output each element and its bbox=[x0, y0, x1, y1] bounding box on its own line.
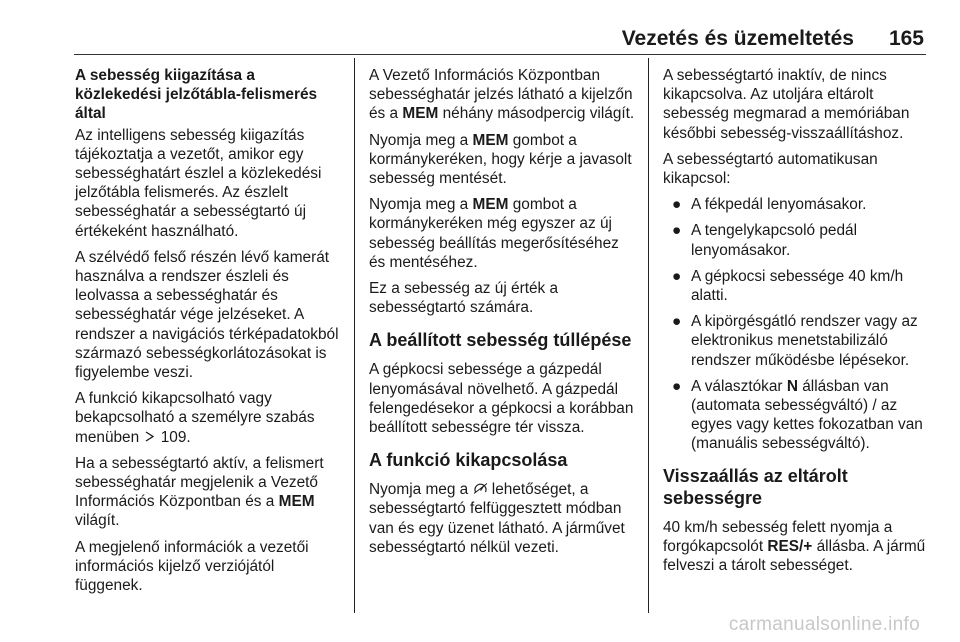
list-item-text: A fékpedál lenyomásakor. bbox=[691, 196, 867, 214]
paragraph-text: lehetőséget, a sebességtartó felfüggesztett módban van és egy üzenet látható. A járművet sebességtartó nélkül vezeti. bbox=[369, 481, 625, 556]
list-item-text: A választókar bbox=[691, 377, 787, 395]
res-plus-label: RES/+ bbox=[767, 537, 813, 555]
page-number: 165 bbox=[888, 27, 924, 50]
bullet-icon: ● bbox=[672, 313, 682, 331]
paragraph bbox=[369, 480, 639, 557]
column-divider-1 bbox=[354, 58, 355, 613]
bullet-icon: ● bbox=[672, 267, 682, 285]
list-item bbox=[663, 312, 935, 370]
paragraph-text: A funkció kikapcsolható vagy bekapcsolható a személyre szabás menüben bbox=[75, 390, 315, 446]
watermark: carmanualsonline.info bbox=[728, 614, 920, 635]
column-1 bbox=[75, 66, 345, 602]
paragraph: Az intelligens sebesség kiigazítás tájékoztatja a vezetőt, amikor egy sebességhatárt észlel a közlekedési jelzőtábla felismerés. Az észlelt sebességhatár a sebességtartó új értékeként használható. bbox=[75, 126, 322, 240]
bullet-icon: ● bbox=[672, 377, 682, 395]
mem-label: MEM bbox=[278, 493, 315, 511]
paragraph-text: gombot a kormánykeréken még egyszer az új sebesség beállítás megerősítéséhez és mentéséhez. bbox=[369, 196, 619, 271]
page-reference-link[interactable]: 109. bbox=[160, 428, 191, 446]
column-2 bbox=[369, 66, 639, 564]
paragraph-text: A Vezető Információs Központban sebességhatár jelzés látható a kijelzőn és a bbox=[369, 67, 633, 123]
paragraph bbox=[75, 454, 345, 531]
bullet-icon: ● bbox=[672, 222, 682, 240]
paragraph-text: Nyomja meg a bbox=[369, 481, 473, 499]
mem-label: MEM bbox=[472, 131, 509, 149]
paragraph-text: világít. bbox=[75, 512, 120, 530]
heading-resume-speed: Visszaállás az eltárolt sebességre bbox=[663, 465, 848, 508]
cruise-control-icon bbox=[473, 481, 488, 498]
list-item bbox=[663, 195, 935, 214]
column-divider-2 bbox=[648, 58, 649, 613]
paragraph: A sebességtartó inaktív, de nincs kikapcsolva. Az utoljára eltárolt sebesség megmarad a memóriában későbbi sebesség-visszaállításhoz. bbox=[663, 67, 910, 142]
heading-speed-exceeded: A beállított sebesség túllépése bbox=[369, 330, 632, 351]
deactivation-conditions-list bbox=[663, 195, 935, 453]
paragraph bbox=[369, 195, 639, 272]
column-3 bbox=[663, 66, 935, 582]
paragraph: Ez a sebesség az új érték a sebességtartó számára. bbox=[369, 280, 559, 317]
bullet-icon: ● bbox=[672, 196, 682, 214]
list-item bbox=[663, 221, 935, 259]
list-item-text: A kipörgésgátló rendszer vagy az elektronikus menetstabilizáló rendszer működésbe lépésekor. bbox=[691, 313, 918, 369]
paragraph: A megjelenő információk a vezetői információs kijelző verziójától függenek. bbox=[75, 538, 309, 595]
paragraph bbox=[75, 389, 345, 447]
paragraph: A szélvédő felső részén lévő kamerát használva a rendszer észleli és leolvassa a sebességhatár és sebességhatár vége jelzéseket. A rendszer a navigációs térképadatokból származó sebességkorlátozásokat is figyelembe veszi. bbox=[75, 248, 339, 382]
heading-deactivation: A funkció kikapcsolása bbox=[369, 450, 568, 471]
section-title: Vezetés és üzemeltetés bbox=[621, 27, 854, 50]
paragraph-text: 40 km/h sebesség felett nyomja a forgókapcsolót bbox=[663, 518, 893, 555]
paragraph-text: Nyomja meg a bbox=[369, 196, 473, 214]
paragraph: A sebességtartó automatikusan kikapcsol: bbox=[663, 150, 878, 188]
paragraph-text: gombot a kormánykeréken, hogy kérje a javasolt sebesség mentését. bbox=[369, 131, 632, 188]
paragraph-text: Ha a sebességtartó aktív, a felismert sebességhatár megjelenik a Vezető Információs Központban és a bbox=[75, 454, 324, 511]
paragraph-text: állásba. A jármű felveszi a tárolt sebességet. bbox=[663, 537, 926, 575]
header-rule bbox=[74, 54, 926, 55]
list-item bbox=[663, 267, 935, 305]
paragraph bbox=[369, 66, 639, 124]
page-header bbox=[74, 26, 926, 52]
paragraph: A gépkocsi sebessége a gázpedál lenyomásával növelhető. A gázpedál felengedésekor a gépkocsi a korábban beállított sebességre tér vissza. bbox=[369, 361, 634, 437]
paragraph-text: Nyomja meg a bbox=[369, 131, 473, 149]
mem-label: MEM bbox=[402, 105, 439, 123]
list-item-text: A tengelykapcsoló pedál lenyomásakor. bbox=[691, 222, 857, 259]
subheading-speed-adaptation: A sebesség kiigazítása a közlekedési jelzőtábla-felismerés által bbox=[75, 67, 318, 123]
paragraph bbox=[369, 131, 639, 189]
list-item-text: állásban van (automata sebességváltó) / az egyes vagy kettes fokozatban van (manuális sebességváltó). bbox=[691, 377, 923, 453]
list-item bbox=[663, 377, 935, 454]
gear-n-label: N bbox=[786, 377, 798, 395]
arrow-ref-icon bbox=[143, 429, 156, 446]
list-item-text: A gépkocsi sebessége 40 km/h alatti. bbox=[691, 267, 904, 305]
paragraph-text: néhány másodpercig világít. bbox=[438, 105, 635, 123]
mem-label: MEM bbox=[472, 196, 509, 214]
paragraph bbox=[663, 518, 935, 576]
